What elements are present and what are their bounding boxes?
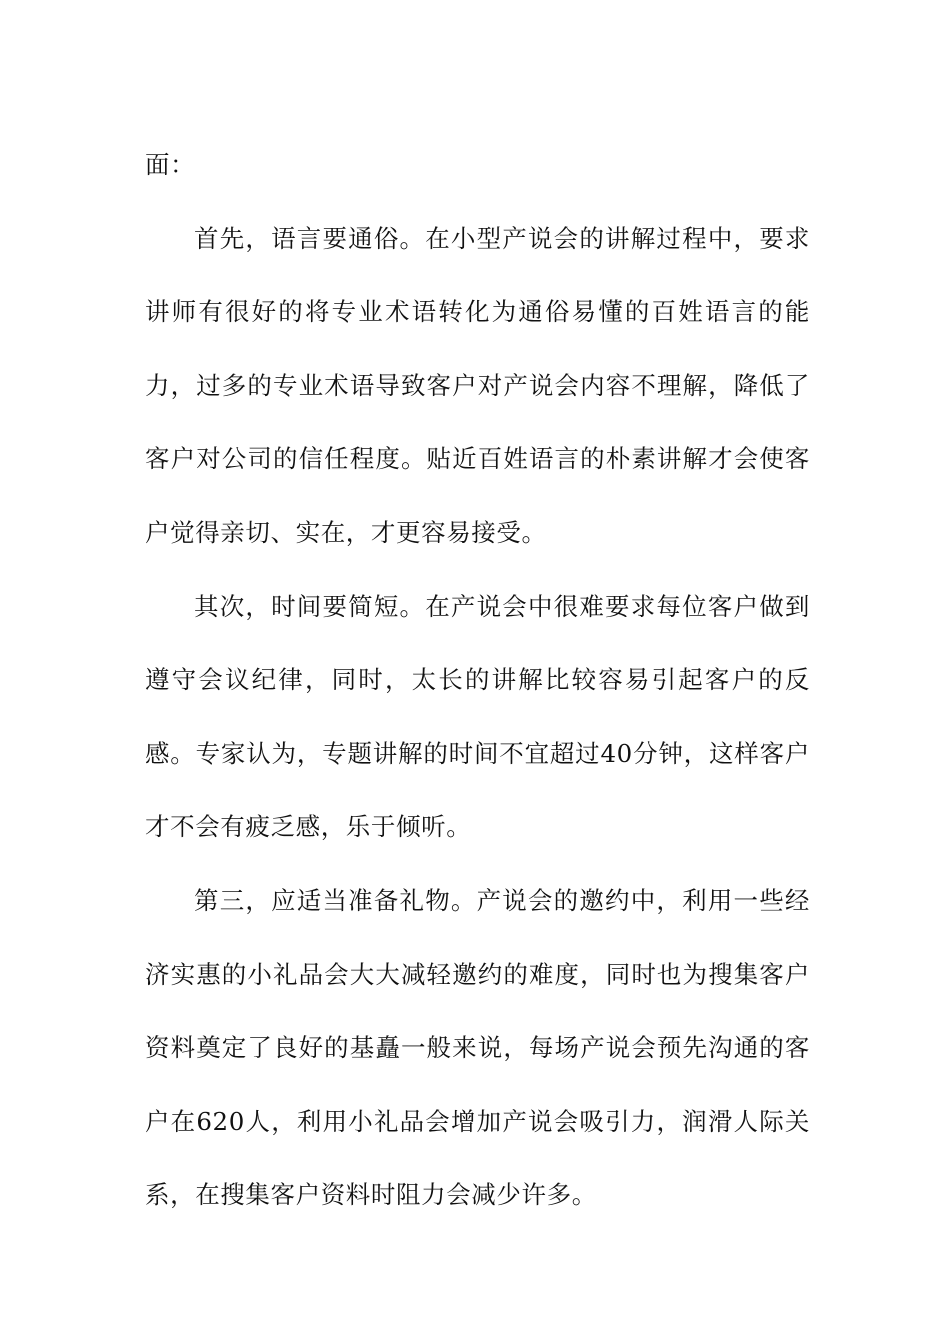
body-text	[145, 128, 810, 1232]
paragraph-gifts: 第三，应适当准备礼物。产说会的邀约中，利用一些经济实惠的小礼品会大大减轻邀约的难度，同时也为搜集客户资料奠定了良好的基矗一般来说，每场产说会预先沟通的客户在620人，利用小礼品会增加产说会吸引力，润滑人际关系，在搜集客户资料时阻力会减少许多。	[145, 885, 810, 1210]
paragraph-language: 首先，语言要通俗。在小型产说会的讲解过程中，要求讲师有很好的将专业术语转化为通俗易懂的百姓语言的能力，过多的专业术语导致客户对产说会内容不理解，降低了客户对公司的信任程度。贴近百姓语言的朴素讲解才会使客户觉得亲切、实在，才更容易接受。	[145, 223, 810, 547]
paragraph-time: 其次，时间要简短。在产说会中很难要求每位客户做到遵守会议纪律，同时，太长的讲解比较容易引起客户的反感。专家认为，专题讲解的时间不宜超过40分钟，这样客户才不会有疲乏感，乐于倾听。	[145, 591, 810, 842]
paragraph-continuation: 面：	[145, 150, 196, 179]
